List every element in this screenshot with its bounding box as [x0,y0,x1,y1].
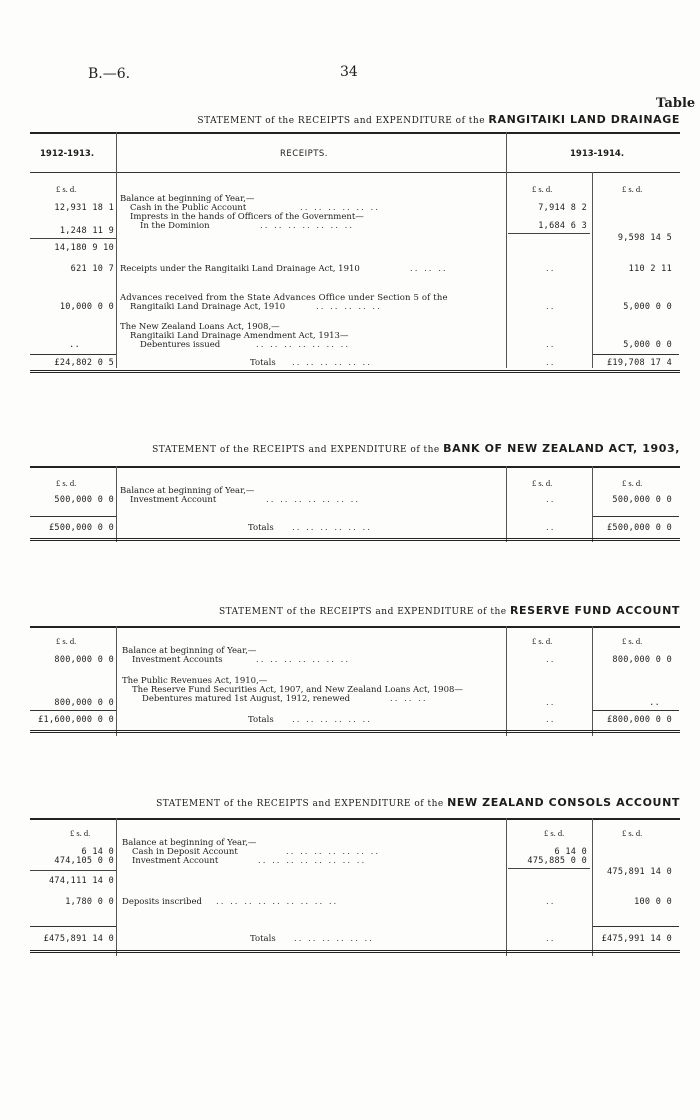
mid-dominion-amount: 1,684 6 3 [538,221,587,231]
title-name: RESERVE FUND ACCOUNT [509,604,680,617]
amendment-act-label: Rangitaiki Land Drainage Amendment Act, 1913— [130,331,349,341]
total-rule [30,926,116,927]
leader-dots: .. .. .. .. .. .. .. [260,221,355,231]
consols-table [30,818,680,960]
left-receipts-amount: 621 10 7 [70,264,114,274]
table-title-rangitaiki [0,113,680,126]
right-total-amount: £19,708 17 4 [606,358,672,368]
total-rule [593,926,679,927]
currency-heading-left: £ s. d. [70,828,91,838]
left-loans-amount: .. [69,340,80,350]
rangitaiki-table [30,132,680,372]
total-rule [30,354,116,355]
col-divider [116,132,117,368]
totals-label: Totals [248,523,274,533]
leader-dots: .. .. .. .. .. .. [292,715,372,725]
top-rule [30,132,680,134]
reserve-fund-table [30,626,680,740]
total-rule [30,516,116,517]
left-subtotal-amount: 14,180 9 10 [54,243,114,253]
title-prefix: STATEMENT of the RECEIPTS and EXPENDITURE of the [152,445,440,455]
page-number: 34 [340,64,358,80]
leader-dots: .. .. .. [410,264,448,274]
right-receipts-amount: 110 2 11 [628,264,672,274]
left-dominion-amount: 1,248 11 9 [59,226,114,236]
top-rule [30,626,680,628]
debentures-renewed-label: Debentures matured 1st August, 1912, renewed [142,694,351,704]
mid-deposit-amount: 6 14 0 [554,847,587,857]
advances-label-continued: Rangitaiki Land Drainage Act, 1910 [130,302,286,312]
col-divider [116,466,117,542]
total-rule [30,710,116,711]
subtotal-rule [508,868,590,869]
balance-label: Balance at beginning of Year,— [120,486,255,496]
title-prefix: STATEMENT of the RECEIPTS and EXPENDITURE of the [197,116,486,126]
title-name: BANK OF NEW ZEALAND ACT, 1903, [443,442,680,455]
imprests-label: Imprests in the hands of Officers of the Government— [130,212,364,222]
cash-label: Cash in the Public Account [130,203,247,213]
leader-dots: .. [546,523,556,533]
leader-dots: .. [546,698,556,708]
balance-label: Balance at beginning of Year,— [120,194,255,204]
leader-dots: .. [546,715,556,725]
total-rule [593,710,679,711]
balance-label: Balance at beginning of Year,— [122,646,257,656]
col-divider [592,818,593,956]
left-total-amount: £475,891 14 0 [43,934,114,944]
currency-heading-left: £ s. d. [56,636,77,646]
currency-heading-right: £ s. d. [622,184,643,194]
left-renewed-amount: 800,000 0 0 [54,698,114,708]
currency-heading-mid: £ s. d. [532,636,553,646]
leader-dots: .. .. .. .. .. [316,302,382,312]
bottom-rule [30,730,680,733]
header-rule [30,172,680,173]
loans-act-label: The New Zealand Loans Act, 1908,— [120,322,280,332]
table-title-consols [0,796,680,809]
left-total-amount: £24,802 0 5 [54,358,114,368]
mid-cash-amount: 7,914 8 2 [538,203,587,213]
col-divider [592,172,593,368]
reserve-fund-securities-label: The Reserve Fund Securities Act, 1907, and New Zealand Loans Act, 1908— [132,685,463,695]
investment-account-label: Investment Account [132,856,219,866]
right-total-amount: £800,000 0 0 [606,715,672,725]
receipts-header: RECEIPTS. [280,149,329,159]
title-name: RANGITAIKI LAND DRAINAGE [488,113,680,126]
col-divider [116,818,117,956]
top-rule [30,818,680,820]
balance-label: Balance at beginning of Year,— [122,838,257,848]
table-title-bank-of-new-zealand [0,442,680,455]
right-advances-amount: 5,000 0 0 [623,302,672,312]
total-rule [593,516,679,517]
left-subtotal-amount: 474,111 14 0 [48,876,114,886]
leader-dots: .. [546,495,556,505]
leader-dots: .. [546,897,556,907]
right-total-amount: £475,991 14 0 [601,934,672,944]
document-reference: B.—6. [88,66,131,82]
col-divider [506,466,507,542]
left-deposit-amount: 6 14 0 [81,847,114,857]
table-title-reserve-fund [0,604,680,617]
currency-heading-right: £ s. d. [622,478,643,488]
right-total-amount: £500,000 0 0 [606,523,672,533]
title-name: NEW ZEALAND CONSOLS ACCOUNT [447,796,680,809]
subtotal-rule [30,870,116,871]
currency-heading-mid: £ s. d. [532,184,553,194]
leader-dots: .. .. .. .. .. .. .. [286,847,381,857]
totals-label: Totals [250,934,276,944]
col-divider [506,132,507,368]
leader-dots: .. [546,340,556,350]
left-cash-amount: 12,931 18 1 [54,203,114,213]
leader-dots: .. .. .. .. .. .. .. [266,495,361,505]
bottom-rule [30,950,680,953]
debentures-issued-label: Debentures issued [140,340,221,350]
left-investment-amount: 474,105 0 0 [54,856,114,866]
bank-of-new-zealand-table [30,466,680,544]
leader-dots: .. .. .. .. .. .. .. [256,340,351,350]
deposits-inscribed-label: Deposits inscribed [122,897,202,907]
mid-investment-amount: 475,885 0 0 [527,856,587,866]
right-loans-amount: 5,000 0 0 [623,340,672,350]
total-rule [593,354,679,355]
investment-accounts-label: Investment Accounts [132,655,223,665]
totals-label: Totals [250,358,276,368]
left-investment-amount: 500,000 0 0 [54,495,114,505]
leader-dots: .. .. .. .. .. .. [292,523,372,533]
col-divider [592,626,593,736]
col-divider [506,818,507,956]
leader-dots: .. .. .. .. .. .. .. .. [258,856,367,866]
right-balance-amount: 475,891 14 0 [606,867,672,877]
leader-dots: .. .. .. .. .. .. [300,203,380,213]
title-prefix: STATEMENT of the RECEIPTS and EXPENDITURE of the [218,607,507,617]
right-balance-amount: 9,598 14 5 [617,233,672,243]
left-deposits-amount: 1,780 0 0 [65,897,114,907]
leader-dots: .. [546,302,556,312]
right-investment-amount: 800,000 0 0 [612,655,672,665]
year-right-header: 1913-1914. [570,149,625,159]
leader-dots: .. .. .. .. .. .. [294,934,374,944]
currency-heading-left: £ s. d. [56,184,77,194]
left-advances-amount: 10,000 0 0 [59,302,114,312]
leader-dots: .. [546,934,556,944]
currency-heading-left: £ s. d. [56,478,77,488]
leader-dots: .. .. .. .. .. .. [292,358,372,368]
leader-dots: .. .. .. [390,694,428,704]
subtotal-rule [508,233,590,234]
col-divider [592,466,593,542]
bottom-rule [30,370,680,373]
year-left-header: 1912-1913. [40,149,95,159]
col-divider [116,626,117,736]
right-deposits-amount: 100 0 0 [634,897,672,907]
currency-heading-right: £ s. d. [622,636,643,646]
dominion-label: In the Dominion [140,221,210,231]
public-revenues-act-label: The Public Revenues Act, 1910,— [122,676,268,686]
table-label: Table [656,96,696,111]
top-rule [30,466,680,468]
currency-heading-mid: £ s. d. [544,828,565,838]
subtotal-rule [30,238,116,239]
advances-label: Advances received from the State Advances Office under Section 5 of the [120,293,448,303]
deposit-account-label: Cash in Deposit Account [132,847,238,857]
col-divider [506,626,507,736]
receipts-label: Receipts under the Rangitaiki Land Drainage Act, 1910 [120,264,360,274]
leader-dots: .. [546,655,556,665]
right-renewed-amount: .. [649,698,660,708]
leader-dots: .. .. .. .. .. .. .. .. .. [216,897,339,907]
leader-dots: .. [546,358,556,368]
leader-dots: .. [546,264,556,274]
left-total-amount: £500,000 0 0 [48,523,114,533]
leader-dots: .. .. .. .. .. .. .. [256,655,351,665]
left-investment-amount: 800,000 0 0 [54,655,114,665]
bottom-rule [30,538,680,541]
investment-account-label: Investment Account [130,495,217,505]
totals-label: Totals [248,715,274,725]
left-total-amount: £1,600,000 0 0 [38,715,114,725]
currency-heading-right: £ s. d. [622,828,643,838]
title-prefix: STATEMENT of the RECEIPTS and EXPENDITURE of the [156,799,444,809]
currency-heading-mid: £ s. d. [532,478,553,488]
right-investment-amount: 500,000 0 0 [612,495,672,505]
